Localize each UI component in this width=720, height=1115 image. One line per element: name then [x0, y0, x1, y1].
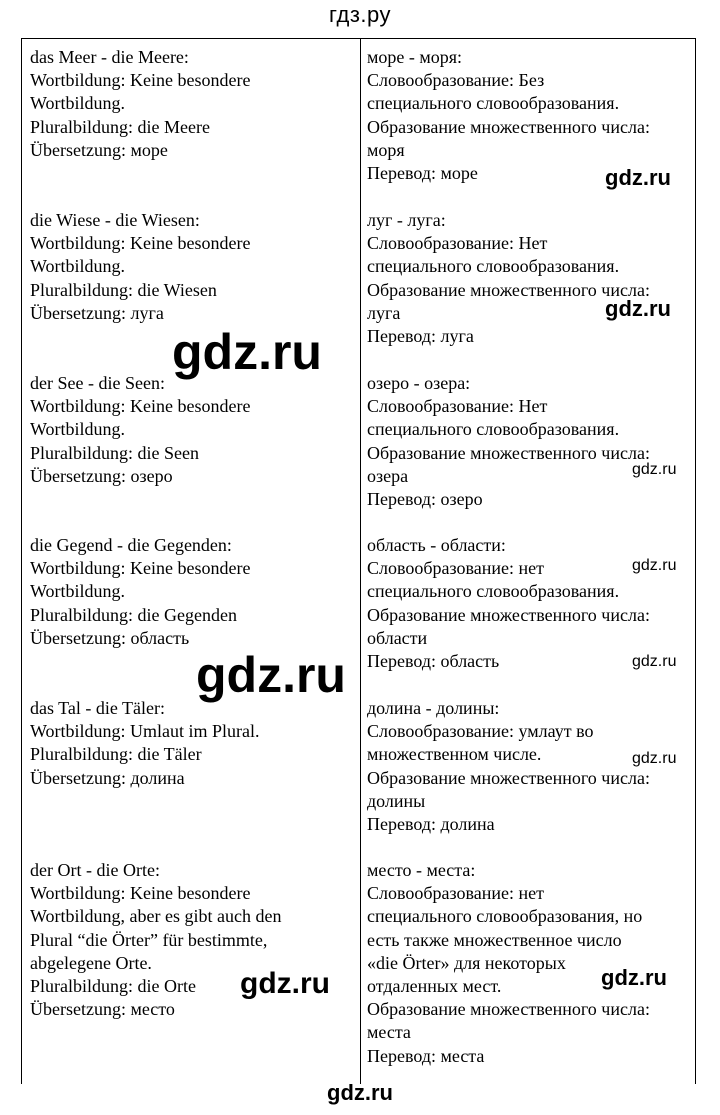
- entry-line: Pluralbildung: die Seen: [30, 442, 199, 463]
- entry-line: die Wiese - die Wiesen:: [30, 210, 200, 230]
- entry-line: луга: [367, 302, 401, 323]
- entry-line: Plural “die Örter” für bestimmte,: [30, 929, 268, 950]
- entry-line: моря: [367, 139, 405, 160]
- entry-line: море - моря:: [367, 47, 463, 67]
- entry-line: Pluralbildung: die Gegenden: [30, 604, 237, 625]
- entry-line: множественном числе.: [367, 744, 542, 765]
- entry-line: Перевод: места: [367, 1045, 485, 1066]
- watermark: gdz.ru: [172, 324, 322, 380]
- entry-line: Wortbildung: Keine besondere: [30, 558, 251, 579]
- entry-line: Wortbildung: Keine besondere: [30, 396, 251, 417]
- entry-line: Wortbildung.: [30, 581, 126, 602]
- entry-line: Wortbildung.: [30, 419, 126, 440]
- russian-entry-ozero: [367, 372, 650, 511]
- entry-line: das Tal - die Täler:: [30, 698, 166, 718]
- russian-entry-lug: [367, 209, 650, 348]
- german-entry-wiese: [30, 209, 251, 325]
- entry-line: Образование множественного числа:: [367, 999, 650, 1020]
- entry-line: Перевод: долина: [367, 813, 495, 834]
- entry-line: Перевод: область: [367, 650, 500, 671]
- entry-line: Образование множественного числа:: [367, 442, 650, 463]
- watermark: gdz.ru: [632, 653, 677, 670]
- site-header: гдз.ру: [328, 2, 392, 27]
- entry-line: Übersetzung: луга: [30, 302, 164, 323]
- entry-line: der Ort - die Orte:: [30, 860, 160, 880]
- german-entry-see: [30, 372, 251, 488]
- translation-table: [21, 38, 696, 1084]
- german-entry-tal: [30, 697, 260, 790]
- entry-line: Образование множественного числа:: [367, 116, 650, 137]
- entry-line: Образование множественного числа:: [367, 279, 650, 300]
- entry-line: Pluralbildung: die Orte: [30, 975, 196, 996]
- german-entry-gegend: [30, 534, 251, 650]
- entry-line: Словообразование: нет: [367, 558, 545, 579]
- entry-line: специального словообразования.: [367, 256, 620, 277]
- watermark: gdz.ru: [605, 165, 671, 190]
- column-divider: [360, 39, 361, 1084]
- russian-entry-dolina: [367, 697, 650, 836]
- entry-line: специального словообразования.: [367, 419, 620, 440]
- entry-line: Übersetzung: область: [30, 627, 190, 648]
- entry-line: Словообразование: Нет: [367, 396, 548, 417]
- entry-line: место - места:: [367, 860, 476, 880]
- watermark: gdz.ru: [632, 557, 677, 574]
- entry-line: Pluralbildung: die Wiesen: [30, 279, 217, 300]
- entry-line: «die Örter» для некоторых: [367, 952, 566, 973]
- entry-line: озеро - озера:: [367, 373, 471, 393]
- entry-line: Перевод: луга: [367, 325, 474, 346]
- entry-line: озера: [367, 465, 409, 486]
- entry-line: долина - долины:: [367, 698, 500, 718]
- entry-line: Образование множественного числа:: [367, 604, 650, 625]
- russian-entry-oblast: [367, 534, 650, 673]
- watermark: gdz.ru: [632, 750, 677, 767]
- entry-line: Übersetzung: море: [30, 139, 168, 160]
- watermark: gdz.ru: [605, 296, 671, 321]
- site-footer: gdz.ru: [327, 1080, 393, 1105]
- entry-line: луг - луга:: [367, 210, 446, 230]
- entry-line: места: [367, 1022, 411, 1043]
- entry-line: специального словообразования, но: [367, 906, 643, 927]
- watermark: gdz.ru: [240, 967, 330, 1000]
- entry-line: Словообразование: Нет: [367, 233, 548, 254]
- entry-line: Перевод: озеро: [367, 488, 483, 509]
- watermark: gdz.ru: [601, 965, 667, 990]
- entry-line: Словообразование: Без: [367, 70, 545, 91]
- entry-line: области: [367, 627, 428, 648]
- entry-line: Словообразование: умлаут во: [367, 721, 594, 742]
- entry-line: Pluralbildung: die Meere: [30, 116, 210, 137]
- entry-line: Wortbildung: Keine besondere: [30, 70, 251, 91]
- entry-line: der See - die Seen:: [30, 373, 165, 393]
- entry-line: Wortbildung.: [30, 93, 126, 114]
- entry-line: Wortbildung: Umlaut im Plural.: [30, 721, 260, 742]
- entry-line: Словообразование: нет: [367, 883, 545, 904]
- entry-line: das Meer - die Meere:: [30, 47, 189, 67]
- entry-line: Wortbildung.: [30, 256, 126, 277]
- entry-line: отдаленных мест.: [367, 975, 502, 996]
- entry-line: Wortbildung: Keine besondere: [30, 883, 251, 904]
- watermark: gdz.ru: [632, 461, 677, 478]
- entry-line: специального словообразования.: [367, 93, 620, 114]
- russian-entry-mesto: [367, 859, 650, 1068]
- entry-line: Wortbildung: Keine besondere: [30, 233, 251, 254]
- entry-line: Übersetzung: место: [30, 999, 175, 1020]
- entry-line: Pluralbildung: die Täler: [30, 744, 202, 765]
- entry-line: специального словообразования.: [367, 581, 620, 602]
- entry-line: Образование множественного числа:: [367, 767, 650, 788]
- watermark: gdz.ru: [196, 647, 346, 703]
- entry-line: abgelegene Orte.: [30, 952, 152, 973]
- entry-line: есть также множественное число: [367, 929, 622, 950]
- entry-line: Wortbildung, aber es gibt auch den: [30, 906, 282, 927]
- entry-line: область - области:: [367, 535, 506, 555]
- entry-line: Übersetzung: долина: [30, 767, 185, 788]
- german-entry-meer: [30, 46, 251, 162]
- entry-line: долины: [367, 790, 426, 811]
- entry-line: die Gegend - die Gegenden:: [30, 535, 232, 555]
- entry-line: Übersetzung: озеро: [30, 465, 173, 486]
- entry-line: Перевод: море: [367, 162, 478, 183]
